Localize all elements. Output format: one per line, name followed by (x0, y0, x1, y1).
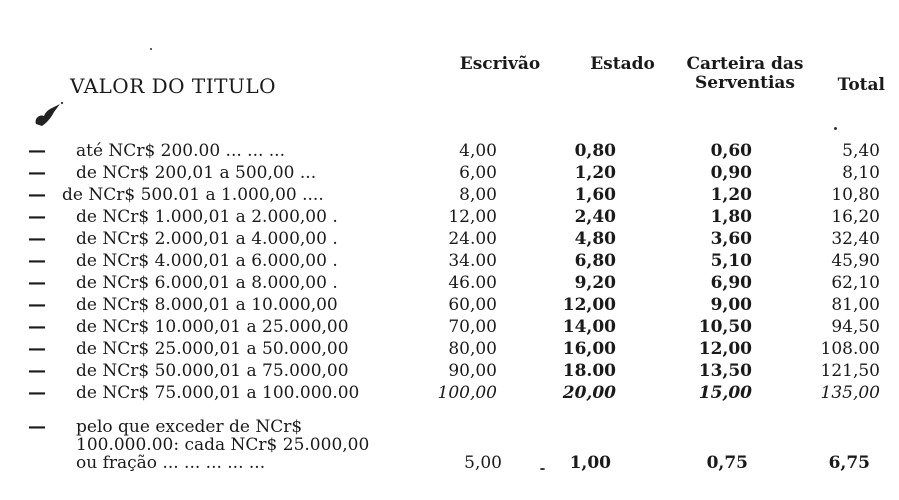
row-dash: — (28, 272, 46, 293)
cell-escrivao: 12,00 (448, 207, 497, 227)
cell-escrivao: 70,00 (448, 317, 497, 337)
cell-estado: 4,80 (574, 229, 616, 249)
row-range: de NCr$ 50.000,01 a 75.000,00 (76, 361, 349, 381)
cell-carteira: 9,00 (710, 295, 752, 315)
cell-total: 62,10 (831, 273, 880, 293)
row-dash: — (28, 360, 46, 381)
cell-estado: 16,00 (562, 339, 616, 359)
cell-estado: 12,00 (562, 295, 616, 315)
cell-escrivao: 90,00 (448, 361, 497, 381)
row-range: de NCr$ 25.000,01 a 50.000,00 (76, 339, 349, 359)
table-row (0, 228, 899, 250)
cell-escrivao: 6,00 (459, 163, 497, 183)
table-row (0, 140, 899, 162)
cell-carteira: 1,20 (710, 185, 752, 205)
column-header-estado: Estado (590, 54, 655, 74)
table-row (0, 382, 899, 404)
row-dash: — (28, 338, 46, 359)
cell-carteira: 0,60 (710, 141, 752, 161)
cell-total: 121,50 (820, 361, 880, 381)
row-range: de NCr$ 4.000,01 a 6.000,00 . (76, 251, 338, 271)
cell-escrivao: 100,00 (437, 383, 497, 403)
cell-escrivao: 4,00 (459, 141, 497, 161)
table-row (0, 338, 899, 360)
row-range: de NCr$ 500.01 a 1.000,00 .... (62, 185, 324, 205)
cell-total: 94,50 (831, 317, 880, 337)
cell-estado: 20,00 (562, 383, 616, 403)
cell-escrivao: 24.00 (448, 229, 497, 249)
row-dash: — (28, 416, 46, 437)
cell-carteira: 15,00 (698, 383, 752, 403)
row-dash: — (28, 294, 46, 315)
cell-escrivao: 8,00 (459, 185, 497, 205)
row-range: de NCr$ 1.000,01 a 2.000,00 . (76, 207, 338, 227)
cell-carteira: 5,10 (710, 251, 752, 271)
cell-estado: 1,00 (569, 453, 611, 473)
cell-total: 81,00 (831, 295, 880, 315)
row-dash: — (28, 184, 46, 205)
column-header-carteira-text: Carteira das Serventias (686, 54, 804, 93)
row-range: de NCr$ 2.000,01 a 4.000,00 . (76, 229, 338, 249)
cell-estado: 0,80 (574, 141, 616, 161)
row-range: de NCr$ 10.000,01 a 25.000,00 (76, 317, 349, 337)
cell-carteira: 6,90 (710, 273, 752, 293)
print-speck (540, 468, 545, 470)
excess-line-1: pelo que exceder de NCr$ (76, 417, 303, 437)
table-row (0, 184, 899, 206)
row-range: até NCr$ 200.00 ... ... ... (76, 141, 285, 161)
row-dash: — (28, 228, 46, 249)
cell-estado: 9,20 (574, 273, 616, 293)
row-dash: — (28, 316, 46, 337)
cell-estado: 6,80 (574, 251, 616, 271)
excess-line-2: 100.000.00: cada NCr$ 25.000,00 (76, 435, 370, 455)
cell-carteira: 12,00 (698, 339, 752, 359)
cell-carteira: 10,50 (698, 317, 752, 337)
cell-estado: 14,00 (562, 317, 616, 337)
cell-estado: 18.00 (562, 361, 616, 381)
cell-carteira: 0,90 (710, 163, 752, 183)
table-title: VALOR DO TITULO (70, 74, 277, 98)
table-row (0, 294, 899, 316)
table-row (0, 272, 899, 294)
table-row (0, 162, 899, 184)
row-dash: — (28, 250, 46, 271)
cell-total: 10,80 (831, 185, 880, 205)
cell-carteira: 3,60 (710, 229, 752, 249)
cell-total: 32,40 (831, 229, 880, 249)
row-range: de NCr$ 200,01 a 500,00 ... (76, 163, 317, 183)
column-header-carteira (670, 55, 820, 93)
row-dash: — (28, 140, 46, 161)
print-speck (834, 127, 837, 130)
row-dash: — (28, 382, 46, 403)
ink-blot-mark (32, 100, 66, 130)
cell-total: 6,75 (828, 453, 870, 473)
table-row (0, 206, 899, 228)
cell-estado: 1,20 (574, 163, 616, 183)
cell-carteira: 0,75 (706, 453, 748, 473)
column-header-total: Total (837, 75, 885, 95)
cell-estado: 1,60 (574, 185, 616, 205)
cell-total: 5,40 (842, 141, 880, 161)
row-dash: — (28, 162, 46, 183)
cell-total: 108.00 (820, 339, 880, 359)
excess-line-3: ou fração ... ... ... ... ... (76, 453, 266, 473)
table-row (0, 360, 899, 382)
cell-escrivao: 46.00 (448, 273, 497, 293)
print-speck (150, 48, 152, 50)
cell-total: 16,20 (831, 207, 880, 227)
cell-estado: 2,40 (574, 207, 616, 227)
column-header-escrivao: Escrivão (459, 54, 541, 74)
cell-total: 8,10 (842, 163, 880, 183)
cell-escrivao: 60,00 (448, 295, 497, 315)
cell-total: 135,00 (820, 383, 880, 403)
row-range: de NCr$ 75.000,01 a 100.000.00 (76, 383, 360, 403)
table-row (0, 316, 899, 338)
row-range: de NCr$ 8.000,01 a 10.000,00 (76, 295, 338, 315)
cell-escrivao: 34.00 (448, 251, 497, 271)
cell-total: 45,90 (831, 251, 880, 271)
cell-carteira: 13,50 (698, 361, 752, 381)
cell-escrivao: 5,00 (464, 453, 502, 473)
cell-carteira: 1,80 (710, 207, 752, 227)
table-row (0, 250, 899, 272)
row-dash: — (28, 206, 46, 227)
cell-escrivao: 80,00 (448, 339, 497, 359)
row-range: de NCr$ 6.000,01 a 8.000,00 . (76, 273, 338, 293)
